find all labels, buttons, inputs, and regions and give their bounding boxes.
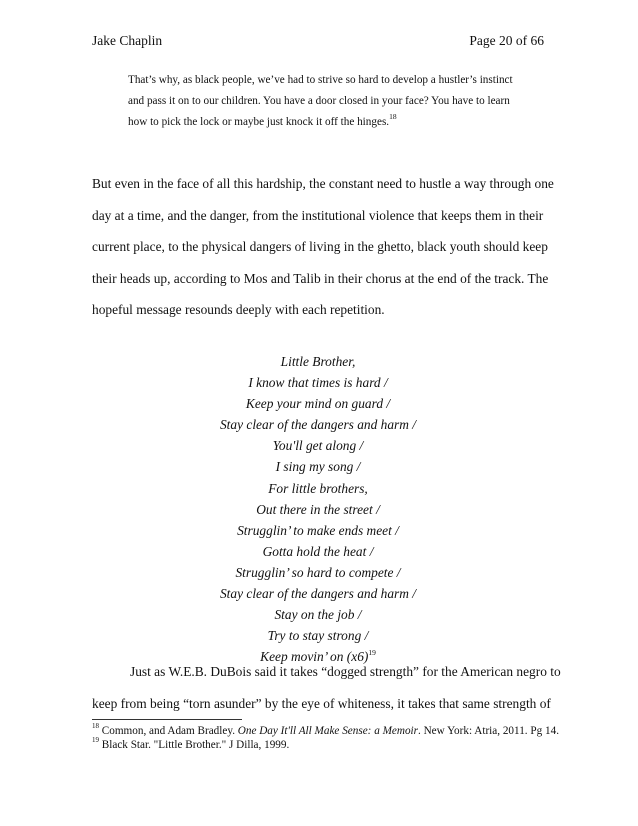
block-quote-line: and pass it on to our children. You have a door closed in your face? You have to learn — [128, 95, 510, 107]
lyric-line: Keep movin’ on $(x6)^{19}$ — [260, 647, 376, 665]
lyric-line: Stay clear of the dangers and harm / — [219, 586, 416, 602]
page-header — [92, 33, 544, 53]
lyric-line: Gotta hold the heat / — [262, 543, 374, 559]
footnote-19: $^{19}$ Black Star. "Little Brother." J Dilla, 1999. — [92, 736, 290, 751]
paragraph-line: Just as W.E.B. DuBois said it takes “dogged strength” for the American negro to — [130, 664, 561, 679]
footnotes — [92, 722, 559, 752]
body-paragraph-1 — [92, 168, 554, 326]
footnote-18: $^{18}$ Common, and Adam Bradley. One Day It'll All Make Sense: a Memoir. New York: Atria, 2011. Pg 14. — [92, 722, 559, 737]
lyric-line: I sing my song / — [275, 459, 361, 475]
lyric-line: I know that times is hard / — [248, 375, 388, 391]
paragraph-line: keep from being “torn asunder” by the eye of whiteness, it takes that same strength of — [92, 695, 551, 711]
header-page-number: Page 20 of 66 — [469, 33, 544, 48]
header-author: Jake Chaplin — [92, 33, 163, 48]
lyric-line: You'll get along / — [272, 438, 364, 454]
lyric-line: Little Brother, — [280, 354, 356, 369]
footnote-18-title: One Day It'll All Make Sense: a Memoir — [237, 725, 418, 737]
lyric-line: Strugglin’ to make ends meet / — [237, 522, 399, 538]
paragraph-line: But even in the face of all this hardship, the constant need to hustle a way through one — [92, 176, 554, 191]
lyric-line: Try to stay strong / — [267, 628, 369, 644]
lyric-line: Strugglin’ so hard to compete / — [235, 564, 401, 580]
lyric-line: For little brothers, — [268, 480, 368, 496]
lyric-line: Keep your mind on guard / — [245, 396, 391, 412]
footnote-ref-18[interactable]: 18 — [389, 112, 397, 122]
block-quote-line: how to pick the lock or maybe just knock it off the hinges.$^{18}$ — [128, 112, 397, 128]
lyrics-block — [92, 351, 544, 667]
paragraph-line: their heads up, according to Mos and Talib in their chorus at the end of the track. The — [92, 270, 549, 286]
body-paragraph-2 — [92, 656, 561, 719]
paragraph-line: current place, to the physical dangers of living in the ghetto, black youth should keep — [92, 239, 548, 255]
paragraph-line: hopeful message resounds deeply with each repetition. — [92, 302, 385, 318]
footnote-separator — [92, 719, 242, 720]
footnote-ref-19[interactable]: 19 — [368, 647, 376, 657]
lyric-line: Out there in the street / — [256, 501, 380, 517]
paragraph-line: day at a time, and the danger, from the institutional violence that keeps them in their — [92, 207, 544, 223]
lyric-line: Stay on the job / — [274, 607, 362, 623]
lyric-line: Stay clear of the dangers and harm / — [219, 417, 416, 433]
block-quote — [128, 70, 548, 133]
block-quote-line: That’s why, as black people, we’ve had to strive so hard to develop a hustler’s instinct — [128, 74, 513, 86]
